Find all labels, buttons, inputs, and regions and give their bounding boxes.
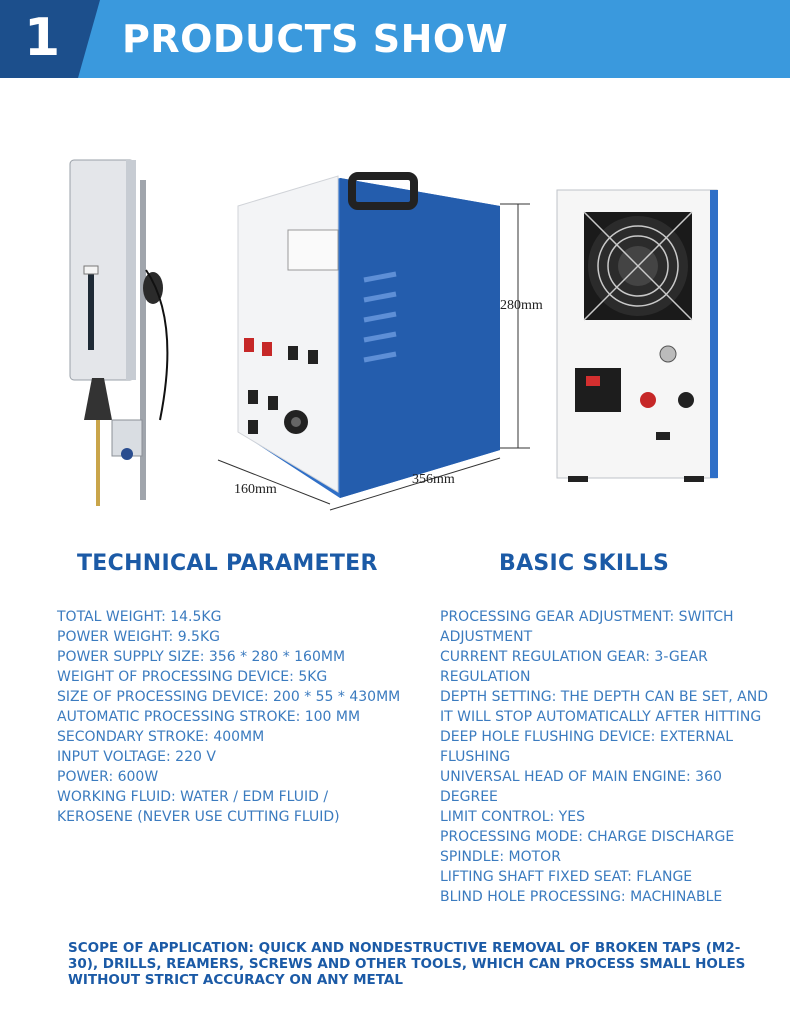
list-item: LIFTING SHAFT FIXED SEAT: FLANGE [440,869,693,885]
list-item: INPUT VOLTAGE: 220 V [57,749,216,765]
list-item: AUTOMATIC PROCESSING STROKE: 100 MM [57,709,361,725]
list-item: BLIND HOLE PROCESSING: MACHINABLE [440,889,723,905]
list-item: SPINDLE: MOTOR [440,849,561,865]
back-panel-image [557,190,718,482]
product-illustration [0,120,790,520]
list-item: POWER: 600W [57,769,159,785]
list-item: PROCESSING MODE: CHARGE DISCHARGE [440,829,735,845]
header-banner [0,0,790,78]
list-item: WORKING FLUID: WATER / EDM FLUID / KEROSENE (NEVER USE CUTTING FLUID) [57,789,340,825]
height-dimension-label: 280mm [500,298,543,313]
list-item: UNIVERSAL HEAD OF MAIN ENGINE: 360 DEGREE [440,769,722,805]
list-item: WEIGHT OF PROCESSING DEVICE: 5KG [57,669,328,685]
product-images [0,120,790,520]
basic-skills-list [440,607,775,907]
list-item: PROCESSING GEAR ADJUSTMENT: SWITCH ADJUSTMENT [440,609,734,645]
list-item: TOTAL WEIGHT: 14.5KG [57,609,222,625]
list-item: CURRENT REGULATION GEAR: 3-GEAR REGULATION [440,649,708,685]
list-item: DEPTH SETTING: THE DEPTH CAN BE SET, AND IT WILL STOP AUTOMATICALLY AFTER HITTING [440,689,768,725]
technical-parameter-list [57,607,412,827]
power-supply-image [218,176,530,510]
scope-of-application: SCOPE OF APPLICATION: QUICK AND NONDESTRUCTIVE REMOVAL OF BROKEN TAPS (M2-30), DRILLS, REAMERS, SCREWS AND OTHER TOOLS, WHICH CAN PROCESS SMALL HOLES WITHOUT STRICT ACCURACY ON ANY METAL [68,940,746,988]
list-item: SIZE OF PROCESSING DEVICE: 200 * 55 * 430MM [57,689,401,705]
processing-head-image [70,160,167,506]
basic-skills-title: BASIC SKILLS [499,551,670,576]
list-item: DEEP HOLE FLUSHING DEVICE: EXTERNAL FLUSHING [440,729,734,765]
length-dimension-label: 356mm [412,472,455,487]
width-dimension-label: 160mm [234,482,277,497]
list-item: LIMIT CONTROL: YES [440,809,585,825]
list-item: POWER WEIGHT: 9.5KG [57,629,220,645]
section-number: 1 [24,8,61,68]
list-item: SECONDARY STROKE: 400MM [57,729,265,745]
page-title: PRODUCTS SHOW [122,17,509,61]
technical-parameter-title: TECHNICAL PARAMETER [77,551,378,576]
list-item: POWER SUPPLY SIZE: 356 * 280 * 160MM [57,649,346,665]
